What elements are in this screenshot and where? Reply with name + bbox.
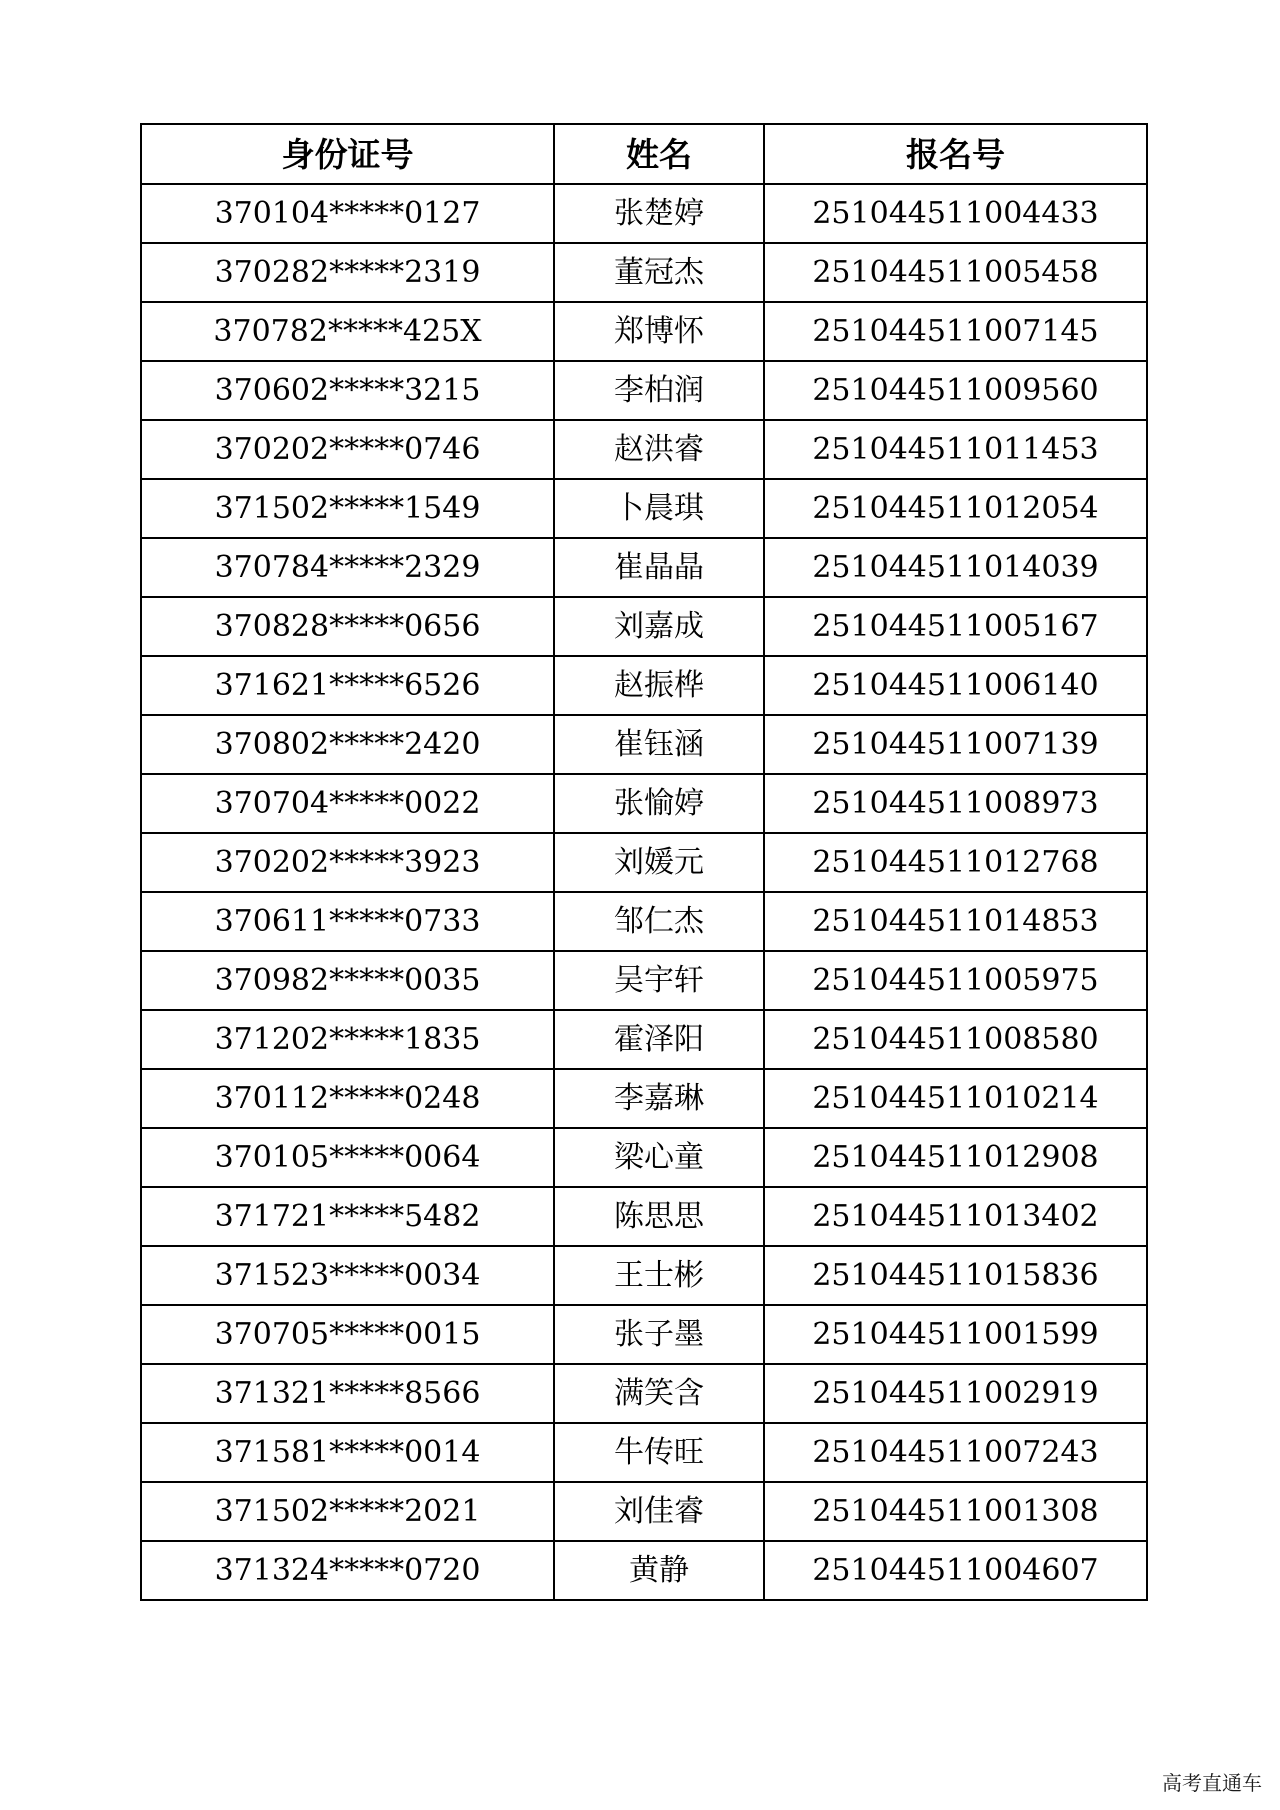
cell-id-number: 371202*****1835 — [141, 1010, 554, 1069]
cell-id-number: 370282*****2319 — [141, 243, 554, 302]
cell-name: 赵振桦 — [554, 656, 764, 715]
table-row — [141, 833, 1147, 892]
watermark-text: 高考直通车 — [1162, 1771, 1262, 1795]
cell-id-number: 370784*****2329 — [141, 538, 554, 597]
table-row — [141, 774, 1147, 833]
cell-name: 王士彬 — [554, 1246, 764, 1305]
cell-id-number: 370782*****425X — [141, 302, 554, 361]
table-row — [141, 892, 1147, 951]
cell-registration-number: 251044511002919 — [764, 1364, 1147, 1423]
cell-id-number: 370705*****0015 — [141, 1305, 554, 1364]
cell-id-number: 371502*****2021 — [141, 1482, 554, 1541]
cell-registration-number: 251044511005975 — [764, 951, 1147, 1010]
cell-registration-number: 251044511004607 — [764, 1541, 1147, 1600]
table-row — [141, 1246, 1147, 1305]
cell-name: 陈思思 — [554, 1187, 764, 1246]
table-row — [141, 1423, 1147, 1482]
cell-name: 刘嘉成 — [554, 597, 764, 656]
table-row — [141, 1010, 1147, 1069]
table-row — [141, 1305, 1147, 1364]
cell-registration-number: 251044511005458 — [764, 243, 1147, 302]
cell-id-number: 370105*****0064 — [141, 1128, 554, 1187]
cell-id-number: 371721*****5482 — [141, 1187, 554, 1246]
table-row — [141, 1541, 1147, 1600]
cell-registration-number: 251044511013402 — [764, 1187, 1147, 1246]
cell-name: 梁心童 — [554, 1128, 764, 1187]
cell-id-number: 371502*****1549 — [141, 479, 554, 538]
cell-id-number: 371321*****8566 — [141, 1364, 554, 1423]
table-header — [141, 124, 1147, 184]
table-row — [141, 479, 1147, 538]
roster-table — [140, 123, 1148, 1601]
cell-registration-number: 251044511007139 — [764, 715, 1147, 774]
cell-name: 卜晨琪 — [554, 479, 764, 538]
cell-name: 张楚婷 — [554, 184, 764, 243]
table-row — [141, 951, 1147, 1010]
cell-id-number: 371581*****0014 — [141, 1423, 554, 1482]
table-row — [141, 1128, 1147, 1187]
table-row — [141, 243, 1147, 302]
cell-registration-number: 251044511004433 — [764, 184, 1147, 243]
cell-id-number: 370202*****3923 — [141, 833, 554, 892]
cell-name: 崔晶晶 — [554, 538, 764, 597]
cell-id-number: 370611*****0733 — [141, 892, 554, 951]
table-row — [141, 656, 1147, 715]
cell-name: 刘媛元 — [554, 833, 764, 892]
cell-name: 霍泽阳 — [554, 1010, 764, 1069]
cell-registration-number: 251044511001599 — [764, 1305, 1147, 1364]
cell-name: 牛传旺 — [554, 1423, 764, 1482]
cell-id-number: 370802*****2420 — [141, 715, 554, 774]
cell-registration-number: 251044511008973 — [764, 774, 1147, 833]
table-row — [141, 597, 1147, 656]
cell-registration-number: 251044511012908 — [764, 1128, 1147, 1187]
cell-id-number: 371324*****0720 — [141, 1541, 554, 1600]
cell-registration-number: 251044511014853 — [764, 892, 1147, 951]
cell-name: 李嘉琳 — [554, 1069, 764, 1128]
table-row — [141, 1364, 1147, 1423]
table-row — [141, 361, 1147, 420]
table-body — [141, 184, 1147, 1600]
cell-registration-number: 251044511010214 — [764, 1069, 1147, 1128]
header-id-number: 身份证号 — [141, 124, 554, 184]
cell-registration-number: 251044511012054 — [764, 479, 1147, 538]
cell-registration-number: 251044511014039 — [764, 538, 1147, 597]
cell-name: 张愉婷 — [554, 774, 764, 833]
cell-name: 满笑含 — [554, 1364, 764, 1423]
header-registration-number: 报名号 — [764, 124, 1147, 184]
cell-name: 李柏润 — [554, 361, 764, 420]
cell-id-number: 371621*****6526 — [141, 656, 554, 715]
cell-id-number: 370104*****0127 — [141, 184, 554, 243]
cell-name: 邹仁杰 — [554, 892, 764, 951]
cell-name: 吴宇轩 — [554, 951, 764, 1010]
cell-name: 张子墨 — [554, 1305, 764, 1364]
cell-name: 黄静 — [554, 1541, 764, 1600]
cell-registration-number: 251044511001308 — [764, 1482, 1147, 1541]
cell-registration-number: 251044511007243 — [764, 1423, 1147, 1482]
cell-name: 郑博怀 — [554, 302, 764, 361]
cell-registration-number: 251044511009560 — [764, 361, 1147, 420]
cell-registration-number: 251044511015836 — [764, 1246, 1147, 1305]
table-row — [141, 1187, 1147, 1246]
cell-registration-number: 251044511012768 — [764, 833, 1147, 892]
table-row — [141, 538, 1147, 597]
cell-registration-number: 251044511007145 — [764, 302, 1147, 361]
table-row — [141, 1069, 1147, 1128]
table-row — [141, 420, 1147, 479]
cell-id-number: 370982*****0035 — [141, 951, 554, 1010]
header-row — [141, 124, 1147, 184]
cell-id-number: 370602*****3215 — [141, 361, 554, 420]
cell-registration-number: 251044511008580 — [764, 1010, 1147, 1069]
cell-name: 崔钰涵 — [554, 715, 764, 774]
cell-registration-number: 251044511011453 — [764, 420, 1147, 479]
cell-id-number: 370202*****0746 — [141, 420, 554, 479]
header-name: 姓名 — [554, 124, 764, 184]
table-row — [141, 715, 1147, 774]
cell-id-number: 370112*****0248 — [141, 1069, 554, 1128]
cell-id-number: 370704*****0022 — [141, 774, 554, 833]
table-row — [141, 302, 1147, 361]
cell-registration-number: 251044511006140 — [764, 656, 1147, 715]
cell-id-number: 371523*****0034 — [141, 1246, 554, 1305]
cell-name: 董冠杰 — [554, 243, 764, 302]
cell-name: 赵洪睿 — [554, 420, 764, 479]
cell-name: 刘佳睿 — [554, 1482, 764, 1541]
cell-id-number: 370828*****0656 — [141, 597, 554, 656]
cell-registration-number: 251044511005167 — [764, 597, 1147, 656]
table-row — [141, 184, 1147, 243]
table-row — [141, 1482, 1147, 1541]
